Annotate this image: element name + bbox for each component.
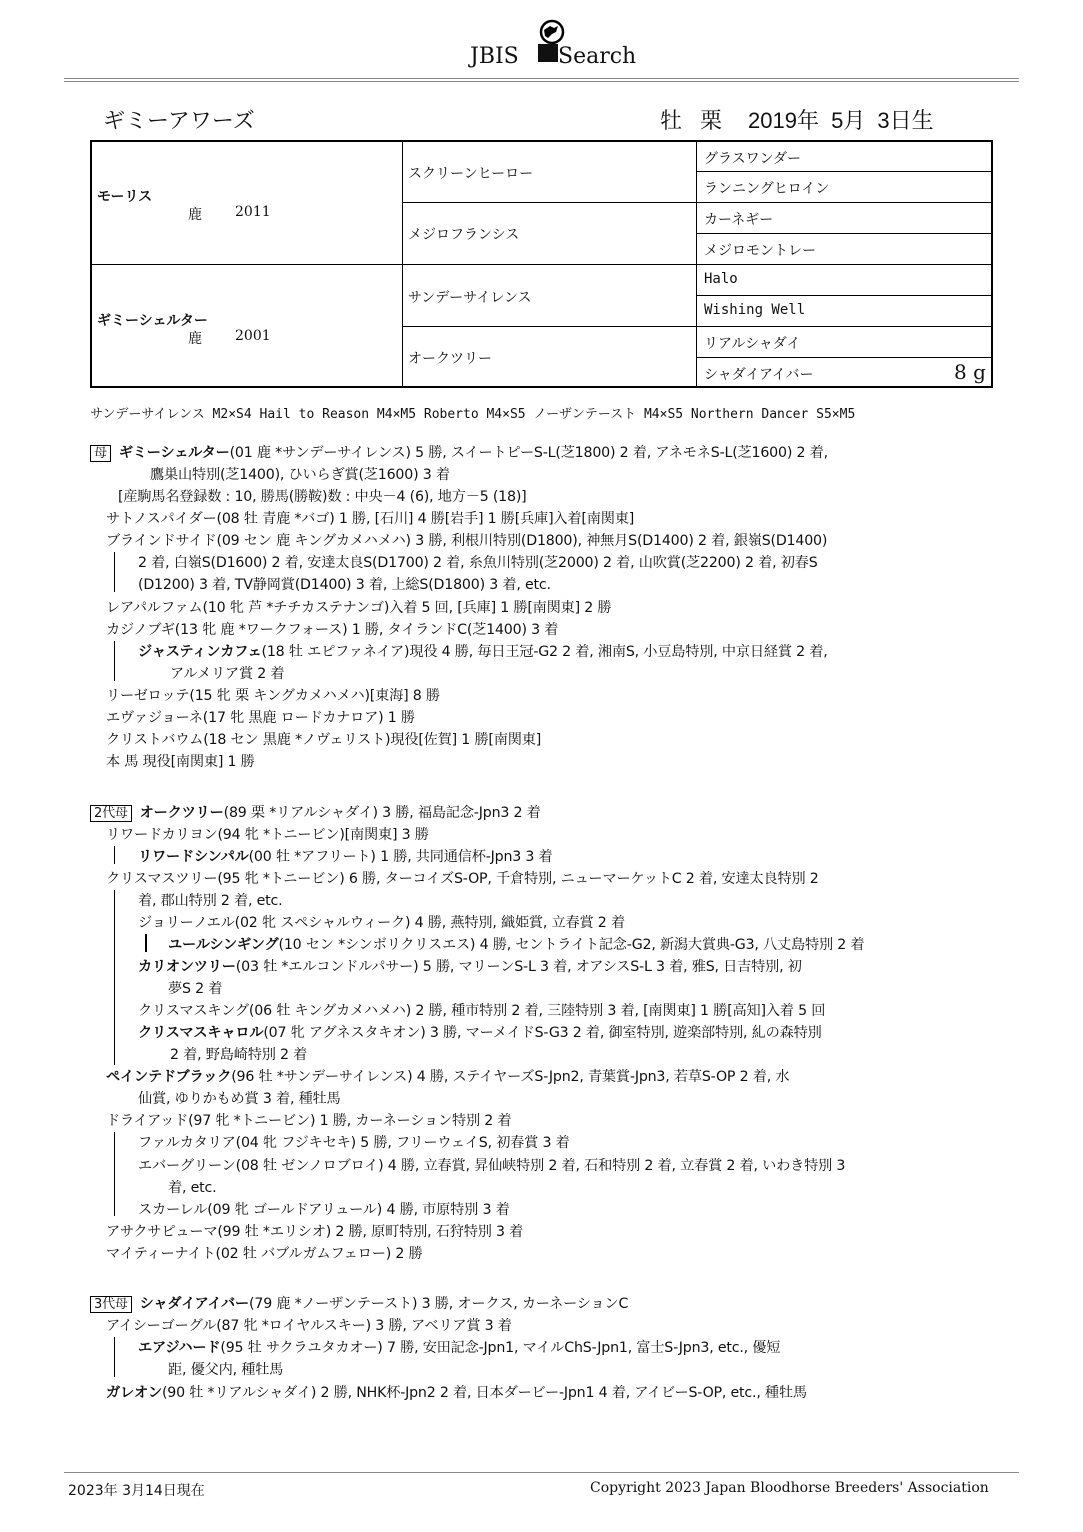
text-line: ファルカタリア(04 牝 フジキセキ) 5 勝, フリーウェイS, 初春賞 3 着	[138, 1135, 570, 1151]
dam-name[interactable]: ギミーシェルター	[97, 313, 208, 329]
text-line	[138, 956, 802, 976]
dam-tag: 母	[90, 445, 111, 462]
text-line	[138, 846, 553, 866]
horse-birth: 2019年 5月 3日生	[748, 108, 934, 133]
text-line	[106, 1382, 807, 1402]
header-rule	[64, 78, 1019, 79]
pedigree-divider	[696, 357, 991, 358]
text-line: 着, 郡山特別 2 着, etc.	[138, 893, 283, 909]
notable-horse-name[interactable]: ユールシンギング	[168, 937, 279, 953]
text-line: レアパルファム(10 牝 芦 *チチカステナンゴ)入着 5 回, [兵庫] 1 勝[南関東] 2 勝	[106, 600, 612, 616]
notable-horse-name[interactable]: ジャスティンカフェ	[138, 644, 262, 660]
sd-sire[interactable]: カーネギー	[704, 212, 774, 228]
indent-bar	[114, 846, 115, 864]
g2-section-head	[90, 802, 541, 822]
dam-head-name[interactable]: ギミーシェルター	[118, 445, 230, 461]
jbis-search-logo[interactable]	[470, 18, 645, 74]
text-line: [産駒馬名登録数 : 10, 勝馬(勝鞍)数 : 中央－4 (6), 地方－5 (18)]	[118, 489, 527, 505]
footer-copyright: Copyright 2023 Japan Bloodhorse Breeders' Association	[590, 1480, 989, 1496]
text-line: 2 着, 野島崎特別 2 着	[170, 1047, 308, 1063]
pedigree-divider	[696, 233, 991, 234]
text-line: 2 着, 白嶺S(D1600) 2 着, 安達太良S(D1700) 2 着, 糸魚川特別(芝2000) 2 着, 山吹賞(芝2200) 2 着, 初春S	[138, 555, 818, 571]
text-line: リワードカリヨン(94 牝 *トニービン)[南関東] 3 勝	[106, 827, 429, 843]
g2-head-name[interactable]: オークツリー	[139, 805, 224, 821]
indent-bar	[114, 641, 115, 681]
indent-bar	[145, 934, 147, 952]
dd-sire[interactable]: リアルシャダイ	[704, 336, 801, 352]
horse-color: 栗	[700, 108, 723, 133]
notable-horse-detail: (18 牡 エピファネイア)現役 4 勝, 毎日王冠-G2 2 着, 湘南S, 小豆島特別, 中京日経賞 2 着,	[261, 644, 828, 660]
text-line: 仙賞, ゆりかもめ賞 3 着, 種牡馬	[138, 1091, 341, 1107]
pedigree-divider	[402, 202, 991, 203]
indent-bar	[114, 1337, 115, 1377]
text-line: エヴァジョーネ(17 牝 黒鹿 ロードカナロア) 1 勝	[106, 710, 415, 726]
notable-horse-name[interactable]: ペインテドブラック	[106, 1069, 232, 1085]
text-line: リーゼロッテ(15 牝 栗 キングカメハメハ)[東海] 8 勝	[106, 688, 440, 704]
dam-head-detail: (01 鹿 *サンデーサイレンス) 5 勝, スイートピーS-L(芝1800) 2 着, アネモネS-L(芝1600) 2 着,	[229, 445, 828, 461]
notable-horse-detail: (10 セン *シンボリクリスエス) 4 勝, セントライト記念-G2, 新潟大賞典-G3, 八丈島特別 2 着	[278, 937, 865, 953]
text-line	[138, 1337, 780, 1357]
g2-tag: 2代母	[90, 805, 132, 822]
horse-name: ギミーアワーズ	[103, 108, 255, 133]
sire-color: 鹿	[188, 207, 202, 223]
notable-horse-detail: (90 牡 *リアルシャダイ) 2 勝, NHK杯-Jpn2 2 着, 日本ダービー-Jpn1 4 着, アイビーS-OP, etc., 種牡馬	[161, 1385, 807, 1401]
g3-head-detail: (79 鹿 *ノーザンテースト) 3 勝, オークス, カーネーションC	[249, 1296, 629, 1312]
notable-horse-detail: (00 牡 *アフリート) 1 勝, 共同通信杯-Jpn3 3 着	[248, 849, 553, 865]
text-line: ブラインドサイド(09 セン 鹿 キングカメハメハ) 3 勝, 利根川特別(D1800), 神無月S(D1400) 2 着, 銀嶺S(D1400)	[106, 533, 828, 549]
text-line: サトノスパイダー(08 牡 青鹿 *バゴ) 1 勝, [石川] 4 勝[岩手] 1 勝[兵庫]入着[南関東]	[106, 511, 635, 527]
pedigree-divider	[92, 264, 991, 265]
text-line: アルメリア賞 2 着	[170, 666, 285, 682]
ds-dam[interactable]: Wishing Well	[704, 302, 806, 318]
notable-horse-detail: (95 牡 サクラユタカオー) 7 勝, 安田記念-Jpn1, マイルChS-Jpn1, 富士S-Jpn3, etc., 優短	[220, 1340, 781, 1356]
g3-section-head	[90, 1293, 628, 1313]
logo-search-text: Search	[558, 44, 637, 69]
dam-sire[interactable]: サンデーサイレンス	[408, 290, 532, 306]
sire-year: 2011	[235, 204, 271, 220]
text-line: 距, 優父内, 種牡馬	[168, 1362, 284, 1378]
dam-dam[interactable]: オークツリー	[408, 351, 492, 367]
horse-sex: 牡	[660, 108, 683, 133]
footer-rule	[64, 1472, 1019, 1473]
notable-horse-detail: (96 牡 *サンデーサイレンス) 4 勝, ステイヤーズS-Jpn2, 青葉賞-Jpn3, 若草S-OP 2 着, 水	[231, 1069, 790, 1085]
notable-horse-name[interactable]: ガレオン	[106, 1385, 162, 1401]
pedigree-divider	[696, 295, 991, 296]
text-line: ドライアッド(97 牝 *トニービン) 1 勝, カーネーション特別 2 着	[106, 1113, 512, 1129]
notable-horse-detail: (07 牝 アグネスタキオン) 3 勝, マーメイドS-G3 2 着, 御室特別, 遊楽部特別, 糺の森特別	[263, 1025, 822, 1041]
text-line: 鷹巣山特別(芝1400), ひいらぎ賞(芝1600) 3 着	[150, 467, 450, 483]
text-line	[138, 1022, 822, 1042]
ss-dam[interactable]: ランニングヒロイン	[704, 181, 830, 197]
text-line: マイティーナイト(02 牡 バブルガムフェロー) 2 勝	[106, 1246, 423, 1262]
text-line: 着, etc.	[168, 1180, 217, 1196]
notable-horse-detail: (03 牡 *エルコンドルパサー) 5 勝, マリーンS-L 3 着, オアシスS-L 3 着, 雅S, 日吉特別, 初	[235, 959, 802, 975]
sire-dam[interactable]: メジロフランシス	[408, 227, 520, 243]
footer-date: 2023年 3月14日現在	[68, 1483, 205, 1499]
horse-meta	[660, 104, 952, 135]
g2-head-detail: (89 栗 *リアルシャダイ) 3 勝, 福島記念-Jpn3 2 着	[223, 805, 541, 821]
g3-tag: 3代母	[90, 1296, 132, 1313]
dam-year: 2001	[235, 328, 271, 344]
indent-bar	[114, 890, 115, 1065]
text-line: クリストバウム(18 セン 黒鹿 *ノヴェリスト)現役[佐賀] 1 勝[南関東]	[106, 732, 542, 748]
pedigree-divider	[402, 326, 991, 327]
dd-dam[interactable]: シャダイアイバー	[704, 367, 814, 383]
dam-section-head	[90, 442, 828, 462]
text-line: スカーレル(09 牝 ゴールドアリュール) 4 勝, 市原特別 3 着	[138, 1202, 510, 1218]
text-line: 本 馬 現役[南関東] 1 勝	[106, 754, 255, 770]
text-line: クリスマスキング(06 牡 キングカメハメハ) 2 勝, 種市特別 2 着, 三陸特別 3 着, [南関東] 1 勝[高知]入着 5 回	[138, 1003, 826, 1019]
g3-head-name[interactable]: シャダイアイバー	[139, 1296, 250, 1312]
text-line: 夢S 2 着	[168, 981, 223, 997]
indent-bar	[114, 1132, 115, 1216]
sire-name[interactable]: モーリス	[97, 189, 153, 205]
logo-jbis-text: JBIS	[470, 44, 519, 69]
notable-horse-name[interactable]: リワードシンパル	[138, 849, 249, 865]
ss-sire[interactable]: グラスワンダー	[704, 151, 802, 167]
text-line	[168, 934, 864, 954]
dam-color: 鹿	[188, 331, 202, 347]
text-line: ジョリーノエル(02 牝 スペシャルウィーク) 4 勝, 燕特別, 織姫賞, 立春賞 2 着	[138, 915, 625, 931]
pedigree-divider	[696, 171, 991, 172]
sd-dam[interactable]: メジロモントレー	[704, 243, 816, 259]
text-line: (D1200) 3 着, TV静岡賞(D1400) 3 着, 上総S(D1800) 3 着, etc.	[138, 577, 551, 593]
ds-sire[interactable]: Halo	[704, 271, 738, 287]
notable-horse-name[interactable]: カリオンツリー	[138, 959, 236, 975]
text-line	[106, 1066, 789, 1086]
indent-bar	[114, 552, 115, 592]
text-line: アサクサピューマ(99 牡 *エリシオ) 2 勝, 原町特別, 石狩特別 3 着	[106, 1224, 524, 1240]
text-line: エバーグリーン(08 牡 ゼンノロブロイ) 4 勝, 立春賞, 昇仙峡特別 2 着, 石和特別 2 着, 立春賞 2 着, いわき特別 3	[138, 1158, 846, 1174]
header-rule	[64, 81, 1019, 82]
family-number: 8 g	[954, 360, 986, 384]
pedigree-table	[90, 140, 993, 388]
sire-sire[interactable]: スクリーンヒーロー	[408, 166, 534, 182]
text-line: カジノブギ(13 牝 鹿 *ワークフォース) 1 勝, タイランドC(芝1400) 3 着	[106, 622, 559, 638]
notable-horse-name[interactable]: エアジハード	[138, 1340, 221, 1356]
text-line	[138, 641, 828, 661]
notable-horse-name[interactable]: クリスマスキャロル	[138, 1025, 264, 1041]
text-line: アイシーゴーグル(87 牝 *ロイヤルスキー) 3 勝, アベリア賞 3 着	[106, 1318, 512, 1334]
inbreeding-line: サンデーサイレンス M2×S4 Hail to Reason M4×M5 Roberto M4×S5 ノーザンテースト M4×S5 Northern Dancer S5×M5	[90, 407, 856, 422]
text-line: クリスマスツリー(95 牝 *トニービン) 6 勝, ターコイズS-OP, 千倉特別, ニューマーケットC 2 着, 安達太良特別 2	[106, 871, 819, 887]
